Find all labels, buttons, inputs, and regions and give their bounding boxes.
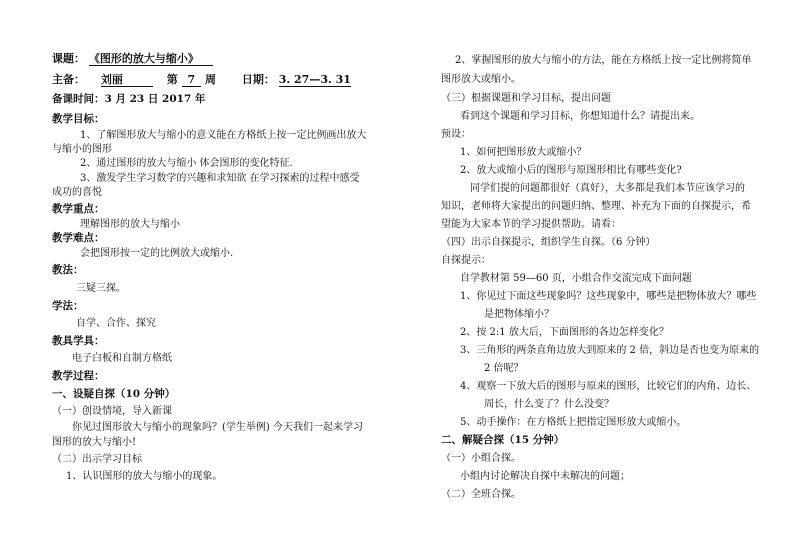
section-1-2: （二）出示学习目标	[52, 454, 142, 465]
question-1b: 是把物体缩小？	[484, 309, 554, 320]
goal-1a: 1、了解图形放大与缩小的意义能在方格纸上按一定比例画出放大	[80, 130, 367, 141]
hard-text: 会把图形按一定的比例放大或缩小.	[80, 248, 234, 259]
summary-b: 知识，老师将大家提出的问题归纳、整理、补充为下面的自探提示，希	[441, 201, 751, 212]
goal-3a: 3、激发学生学习数学的兴趣和求知欲 在学习探索的过程中感受	[80, 173, 360, 184]
section-1-1: （一）创设情境，导入新课	[52, 406, 172, 417]
hard-title: 教学难点：	[52, 232, 105, 244]
section-1-2-1: 1、认识图形的放大与缩小的现象。	[66, 471, 223, 482]
date-value: 3. 27—3. 31	[278, 73, 351, 86]
question-5: 5、动手操作：在方格纸上把指定图形放大或缩小。	[460, 417, 687, 428]
presenter-row	[52, 73, 351, 87]
section-1-1-text-b: 图形的放大与缩小!	[52, 437, 137, 448]
section-2-2: （二）全班合探。	[441, 489, 521, 500]
question-3b: 2 倍呢？	[484, 363, 524, 374]
question-2: 2、按 2:1 放大后，下面图形的各边怎样变化？	[460, 327, 669, 338]
preset-label: 预设：	[441, 129, 471, 140]
goals-title: 教学目标：	[52, 113, 105, 125]
learn-method-title: 学法：	[52, 300, 84, 312]
presenter-value: 刘丽	[101, 74, 153, 87]
topic-label: 课题：	[52, 52, 85, 65]
section-1-title: 一、设疑自探（10 分钟）	[52, 388, 176, 400]
section-1-3-text: 看到这个课题和学习目标，你想知道什么？请提出来。	[460, 111, 700, 122]
section-1-3: （三）根据课题和学习目标，提出问题	[441, 93, 611, 104]
topic-value: 《图形的放大与缩小》	[89, 53, 213, 66]
topic-row	[52, 52, 213, 66]
goal-1b: 与缩小的图形	[52, 144, 112, 155]
process-title: 教学过程：	[52, 370, 105, 382]
date-label: 日期：	[241, 73, 275, 86]
section-1-1-text-a: 你见过图形放大与缩小的现象吗？(学生举例) 今天我们一起来学习	[72, 422, 363, 433]
goal-2b: 图形放大或缩小。	[441, 74, 521, 85]
teach-method-title: 教法：	[52, 264, 84, 276]
tools-text: 电子白板和自制方格纸	[72, 353, 172, 364]
presenter-label: 主备：	[52, 73, 85, 86]
key-title: 教学重点：	[52, 203, 105, 215]
week-value: 7	[182, 74, 202, 87]
hint-intro: 自学教材第 59—60 页，小组合作交流完成下面问题	[460, 273, 692, 284]
preset-2: 2、放大或缩小后的图形与原图形相比有哪些变化?	[460, 165, 682, 176]
week-label-post: 周	[205, 73, 217, 86]
question-4a: 4、观察一下放大后的图形与原来的图形，比较它们的内角、边长、	[460, 381, 757, 392]
hint-title: 自探提示：	[441, 255, 491, 266]
key-text: 理解图形的放大与缩小	[80, 219, 180, 230]
learn-method-text: 自学、合作、探究	[76, 318, 156, 329]
goal-2a: 2、掌握图形的放大与缩小的方法，能在方格纸上按一定比例将简单	[455, 55, 752, 66]
section-1-4: （四）出示自探提示，组织学生自探。（6 分钟）	[441, 237, 656, 248]
summary-a: 同学们提的问题都很好（真好），大多都是我们本节应该学习的	[470, 183, 745, 194]
preset-1: 1、如何把图形放大或缩小？	[460, 147, 587, 158]
section-2-title: 二、解疑合探（15 分钟）	[441, 434, 565, 446]
prep-time: 备课时间：3 月 23 日 2017 年	[52, 93, 206, 105]
question-4b: 周长，什么变了？什么没变？	[484, 399, 614, 410]
goal-2: 2、通过图形的放大与缩小 体会图形的变化特征.	[80, 158, 293, 169]
goal-3b: 成功的喜悦	[52, 187, 102, 198]
question-3a: 3、三角形的两条直角边放大到原来的 2 倍，斜边是否也变为原来的	[460, 345, 760, 356]
week-label-pre: 第	[166, 73, 178, 86]
question-1a: 1、你见过下面这些现象吗？这些现象中，哪些是把物体放大？哪些	[460, 291, 757, 302]
section-2-1: （一）小组合探。	[441, 453, 521, 464]
teach-method-text: 三疑三探。	[76, 283, 126, 294]
section-2-1-text: 小组内讨论解决自探中未解决的问题；	[460, 471, 630, 482]
summary-c: 望能为大家本节的学习提供帮助。请看：	[441, 219, 621, 230]
tools-title: 教具学具：	[52, 335, 105, 347]
